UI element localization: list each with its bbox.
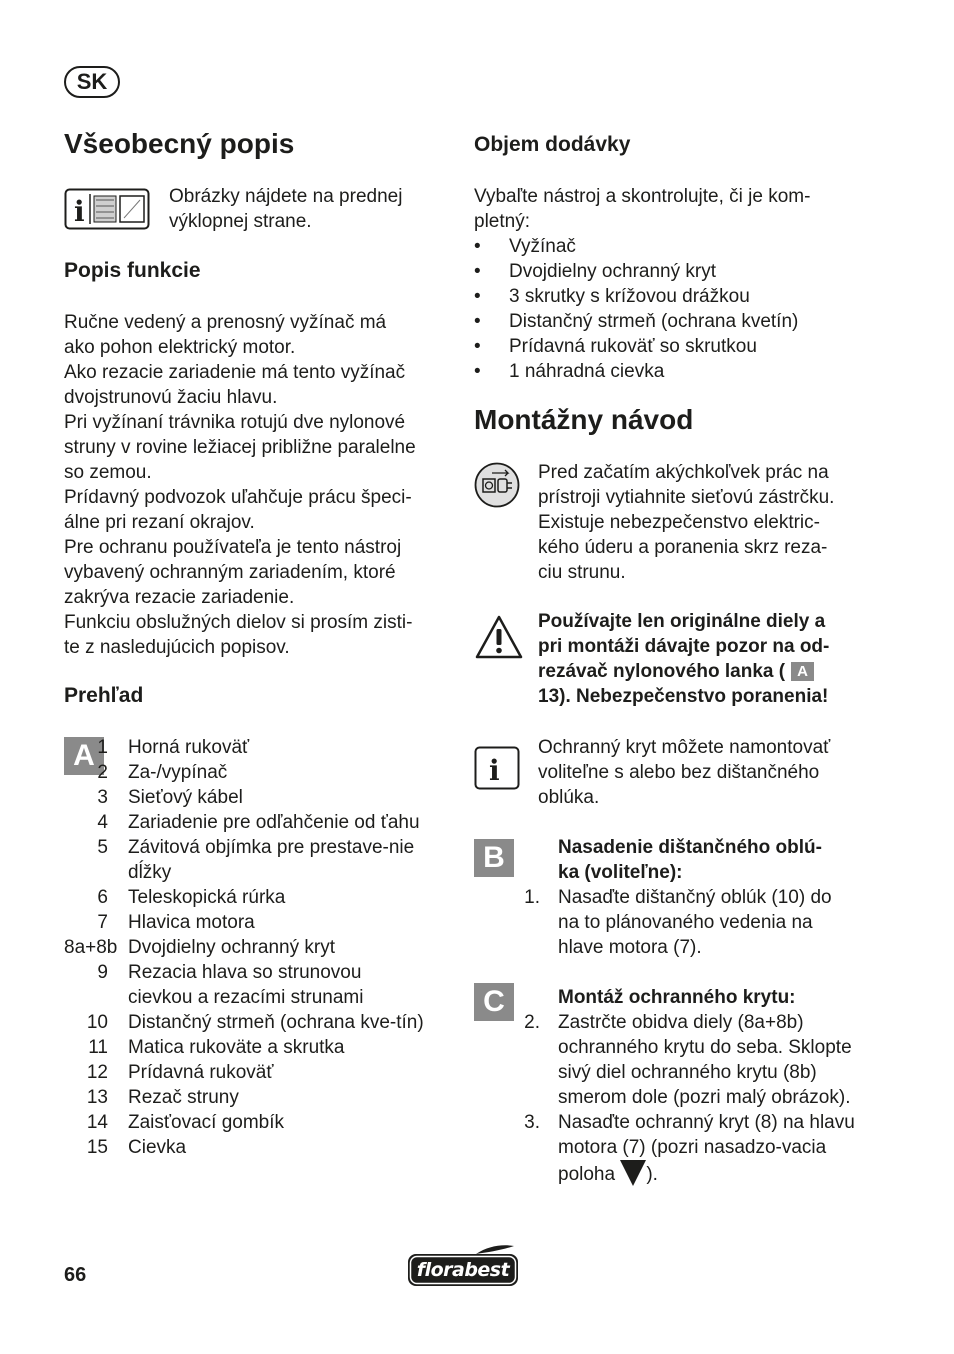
overview-item — [64, 885, 424, 910]
step-number: 1. — [524, 887, 540, 908]
supply-item-label: Prídavná rukoväť so skrutkou — [509, 336, 757, 357]
heading-supply-scope: Objem dodávky — [474, 133, 631, 156]
bullet: • — [474, 261, 481, 282]
supply-item-label: Vyžínač — [509, 236, 576, 257]
figure-letter-a: A — [64, 737, 104, 775]
bullet: • — [474, 336, 481, 357]
supply-item-label: 1 náhradná cievka — [509, 361, 665, 382]
supply-intro-line: pletný: — [474, 211, 530, 232]
step-text-tail: ). — [646, 1164, 658, 1185]
overview-item — [64, 1110, 424, 1135]
warning-line — [538, 659, 878, 684]
bullet: • — [474, 236, 481, 257]
overview-item-label: Teleskopická rúrka — [128, 887, 286, 908]
unplug-warning-line: ciu strunu. — [538, 562, 626, 583]
step-text-content: Nasaďte ochranný kryt (8) na hlavu motora (7) (pozri nasadzo-vacia poloha — [558, 1112, 855, 1185]
overview-item-number: 3 — [97, 787, 108, 808]
overview-item-label: Za-/vypínač — [128, 762, 228, 783]
bullet: • — [474, 311, 481, 332]
original-parts-warning — [538, 609, 878, 709]
info-icon — [474, 746, 520, 790]
step-text — [558, 1110, 858, 1187]
function-line: zakrýva rezacie zariadenie. — [64, 587, 295, 608]
figure-letter-c: C — [474, 983, 514, 1021]
svg-text:i: i — [489, 754, 500, 787]
step-b-title — [558, 835, 878, 885]
overview-item — [64, 785, 424, 810]
overview-item-number: 13 — [86, 1087, 108, 1108]
info-note-line: voliteľne s alebo bez dištančného — [538, 762, 820, 783]
overview-item-label: Zariadenie pre odľahčenie od ťahu — [128, 812, 420, 833]
step-item — [474, 885, 858, 960]
step-b-title-line: ka (voliteľne): — [558, 862, 683, 883]
overview-item-number: 15 — [86, 1137, 108, 1158]
function-line: Pri vyžínaní trávnika rotujú dve nylonové — [64, 412, 406, 433]
overview-item-label: Prídavná rukoväť — [128, 1062, 274, 1083]
section-title-assembly: Montážny návod — [474, 404, 694, 435]
function-line: te z nasledujúcich popisov. — [64, 637, 290, 658]
supply-item — [474, 284, 874, 309]
info-note-line: oblúka. — [538, 787, 600, 808]
step-number: 3. — [524, 1112, 540, 1133]
overview-item — [64, 1085, 424, 1110]
overview-item — [64, 935, 424, 960]
unplug-warning-text — [538, 460, 878, 585]
function-line: ako pohon elektrický motor. — [64, 337, 296, 358]
brand-logo — [406, 1244, 520, 1288]
language-badge: SK — [64, 66, 120, 98]
overview-item — [64, 1035, 424, 1060]
overview-item — [64, 910, 424, 935]
bullet: • — [474, 286, 481, 307]
overview-item-label: Rezač struny — [128, 1087, 239, 1108]
step-c-title: Montáž ochranného krytu: — [558, 987, 796, 1008]
unplug-warning-line: kého úderu a poranenia skrz reza- — [538, 537, 828, 558]
section-title-general: Všeobecný popis — [64, 128, 295, 159]
function-line: Prídavný podvozok uľahčuje prácu špeci- — [64, 487, 412, 508]
supply-item-label: Dvojdielny ochranný kryt — [509, 261, 716, 282]
supply-item-label: 3 skrutky s krížovou drážkou — [509, 286, 750, 307]
overview-item-label: Matica rukoväte a skrutka — [128, 1037, 345, 1058]
step-c-list — [474, 1010, 858, 1187]
overview-item-label: Horná rukoväť — [128, 737, 250, 758]
overview-item-number: 9 — [97, 962, 108, 983]
supply-item — [474, 234, 874, 259]
overview-item-label: Hlavica motora — [128, 912, 255, 933]
heading-function-description: Popis funkcie — [64, 259, 201, 282]
overview-item-label: Distančný strmeň (ochrana kve-tín) — [128, 1012, 424, 1033]
overview-item — [64, 1135, 424, 1160]
function-line: Ako rezacie zariadenie má tento vyžínač — [64, 362, 406, 383]
overview-item-number: 10 — [86, 1012, 108, 1033]
unplug-warning-line: Pred začatím akýchkoľvek prác na — [538, 462, 829, 483]
overview-item-number: 12 — [86, 1062, 108, 1083]
overview-item-label: Cievka — [128, 1137, 187, 1158]
supply-item — [474, 359, 874, 384]
step-text — [558, 885, 858, 960]
overview-item-label: Závitová objímka pre prestave-nie dĺžky — [128, 837, 415, 883]
figure-letter-a-inline: A — [791, 662, 814, 681]
step-number: 2. — [524, 1012, 540, 1033]
overview-item — [64, 760, 424, 785]
position-triangle-icon — [620, 1160, 646, 1186]
page-number: 66 — [64, 1264, 87, 1286]
unplug-warning-line: prístroji vytiahnite sieťovú zástrčku. — [538, 487, 835, 508]
step-text-content: Zastrčte obidva diely (8a+8b) ochranného krytu do seba. Sklopte sivý diel ochranného krytu (8b) smerom dole (pozri malý obrázok). — [558, 1012, 852, 1108]
overview-item — [64, 810, 424, 835]
overview-item-number: 6 — [97, 887, 108, 908]
images-note: Obrázky nájdete na prednej výklopnej strane. — [169, 186, 403, 232]
function-line: struny v rovine ležiacej približne paralelne — [64, 437, 416, 458]
overview-item — [64, 735, 424, 760]
step-item — [474, 1110, 858, 1187]
supply-item — [474, 309, 874, 334]
overview-item-number: 5 — [97, 837, 108, 858]
supply-item-label: Distančný strmeň (ochrana kvetín) — [509, 311, 799, 332]
overview-list — [64, 735, 424, 1160]
overview-item-number: 7 — [97, 912, 108, 933]
warning-line: pri montáži dávajte pozor na od- — [538, 636, 830, 657]
overview-item-label: Rezacia hlava so strunovou cievkou a rezacími strunami — [128, 962, 364, 1008]
function-line: Funkciu obslužných dielov si prosím zisti- — [64, 612, 413, 633]
function-line: Ručne vedený a prenosný vyžínač má — [64, 312, 387, 333]
heading-overview: Prehľad — [64, 684, 144, 707]
step-item — [474, 1010, 858, 1110]
step-text — [558, 1010, 858, 1110]
step-b-title-line: Nasadenie dištančného oblú- — [558, 837, 822, 858]
warning-line: Používajte len originálne diely a — [538, 611, 826, 632]
overview-item-label: Sieťový kábel — [128, 787, 243, 808]
unplug-icon — [474, 462, 520, 508]
unplug-warning-line: Existuje nebezpečenstvo elektric- — [538, 512, 820, 533]
supply-item — [474, 334, 874, 359]
function-line: Pre ochranu používateľa je tento nástroj — [64, 537, 402, 558]
bullet: • — [474, 361, 481, 382]
function-line: vybavený ochranným zariadením, ktoré — [64, 562, 396, 583]
info-note-text — [538, 735, 878, 810]
overview-item-number: 4 — [97, 812, 108, 833]
svg-text:i: i — [74, 195, 85, 228]
overview-item-number: 2 — [97, 762, 108, 783]
overview-item-label: Dvojdielny ochranný kryt — [128, 937, 335, 958]
overview-item-number: 8a+8b — [64, 937, 118, 958]
supply-item — [474, 259, 874, 284]
step-b-list — [474, 885, 858, 960]
overview-item-number: 11 — [88, 1037, 108, 1058]
step-text-content: Nasaďte dištančný oblúk (10) do na to plánovaného vedenia na hlave motora (7). — [558, 887, 832, 958]
supply-list — [474, 234, 874, 384]
overview-item-number: 14 — [86, 1112, 108, 1133]
function-line: so zemou. — [64, 462, 152, 483]
overview-item — [64, 1060, 424, 1085]
overview-item — [64, 835, 424, 885]
function-line: álne pri rezaní okrajov. — [64, 512, 255, 533]
overview-item-number: 1 — [97, 737, 108, 758]
supply-intro-line: Vybaľte nástroj a skontrolujte, či je kom- — [474, 186, 811, 207]
warning-icon — [474, 614, 524, 660]
overview-item — [64, 1010, 424, 1035]
picture-reference-icon — [64, 188, 150, 230]
function-description-text — [64, 310, 444, 660]
supply-intro — [474, 184, 874, 234]
overview-item-label: Zaisťovací gombík — [128, 1112, 285, 1133]
overview-item — [64, 960, 424, 1010]
warning-line-text: rezávač nylonového lanka ( — [538, 661, 786, 682]
info-note-line: Ochranný kryt môžete namontovať — [538, 737, 831, 758]
figure-letter-b: B — [474, 839, 514, 877]
brand-wordmark: florabest — [416, 1259, 510, 1281]
warning-line: 13). Nebezpečenstvo poranenia! — [538, 686, 829, 707]
function-line: dvojstrunovú žaciu hlavu. — [64, 387, 278, 408]
